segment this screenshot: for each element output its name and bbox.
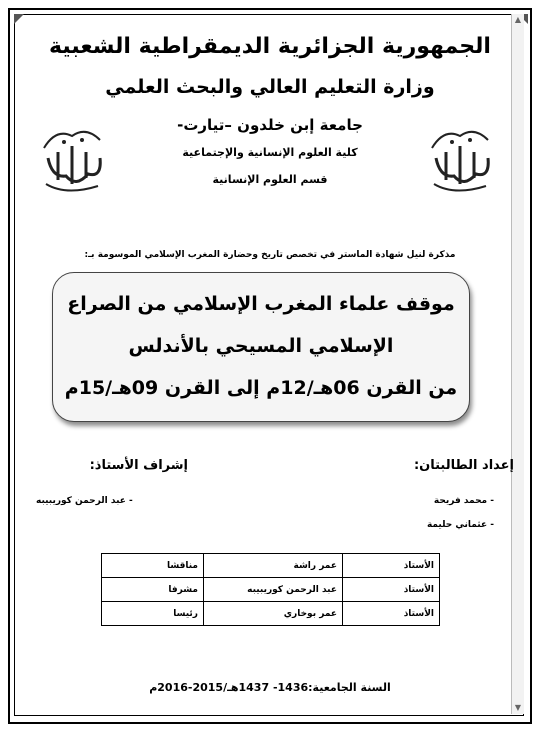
corner-fold-left [14,14,24,24]
jury-table [101,553,440,626]
supervisor-name: - عبد الرحمن كوريبيبه [36,496,133,506]
vertical-scrollbar[interactable] [511,14,524,714]
department-heading: قسم العلوم الإنسانية [212,173,328,186]
ministry-heading: وزارة التعليم العالي والبحث العلمي [105,76,435,98]
thesis-title-line-3: من القرن 06هـ/12م إلى القرن 09هـ/15م [64,377,458,399]
jury-name-cell: عبد الرحمن كوريبيبه [204,578,343,602]
jury-name-cell: عمر بوخاري [204,602,343,626]
jury-name-cell: عمر راشة [204,554,343,578]
jury-role-cell: رئيسا [102,602,204,626]
academic-year: السنة الجامعية:1436- 1437هـ/2015-2016م [149,681,391,694]
jury-role-cell: مشرفا [102,578,204,602]
scroll-up-arrow-icon[interactable]: ▲ [514,15,522,24]
memo-intro-text: مذكرة لنيل شهادة الماستر في تخصص تاريخ وحضارة المغرب الإسلامي الموسومة بـ: [84,250,456,260]
table-row [102,554,440,578]
thesis-title-line-1: موقف علماء المغرب الإسلامي من الصراع [67,293,455,315]
thesis-title-line-2: الإسلامي المسيحي بالأندلس [128,335,394,357]
table-row [102,602,440,626]
jury-title-cell: الأستاذ [343,554,440,578]
jury-title-cell: الأستاذ [343,602,440,626]
university-logo-icon [36,118,110,198]
faculty-heading: كلية العلوم الإنسانية والإجتماعية [182,146,358,159]
supervisor-label: إشراف الأستاذ: [89,458,188,473]
table-row [102,578,440,602]
student-name-1: - محمد فريحة [433,496,494,506]
scroll-down-arrow-icon[interactable]: ▼ [514,703,522,712]
university-heading: جامعة إبن خلدون –تيارت- [177,116,363,134]
jury-title-cell: الأستاذ [343,578,440,602]
student-name-2: - عثماني حليمة [426,520,494,530]
university-logo-icon [424,118,498,198]
university-logo-left [36,118,110,198]
students-label: إعداد الطالبتان: [413,458,514,473]
university-logo-right [424,118,498,198]
jury-role-cell: مناقشا [102,554,204,578]
republic-heading: الجمهورية الجزائرية الديمقراطية الشعبية [49,34,491,59]
thesis-title-box [52,272,470,422]
